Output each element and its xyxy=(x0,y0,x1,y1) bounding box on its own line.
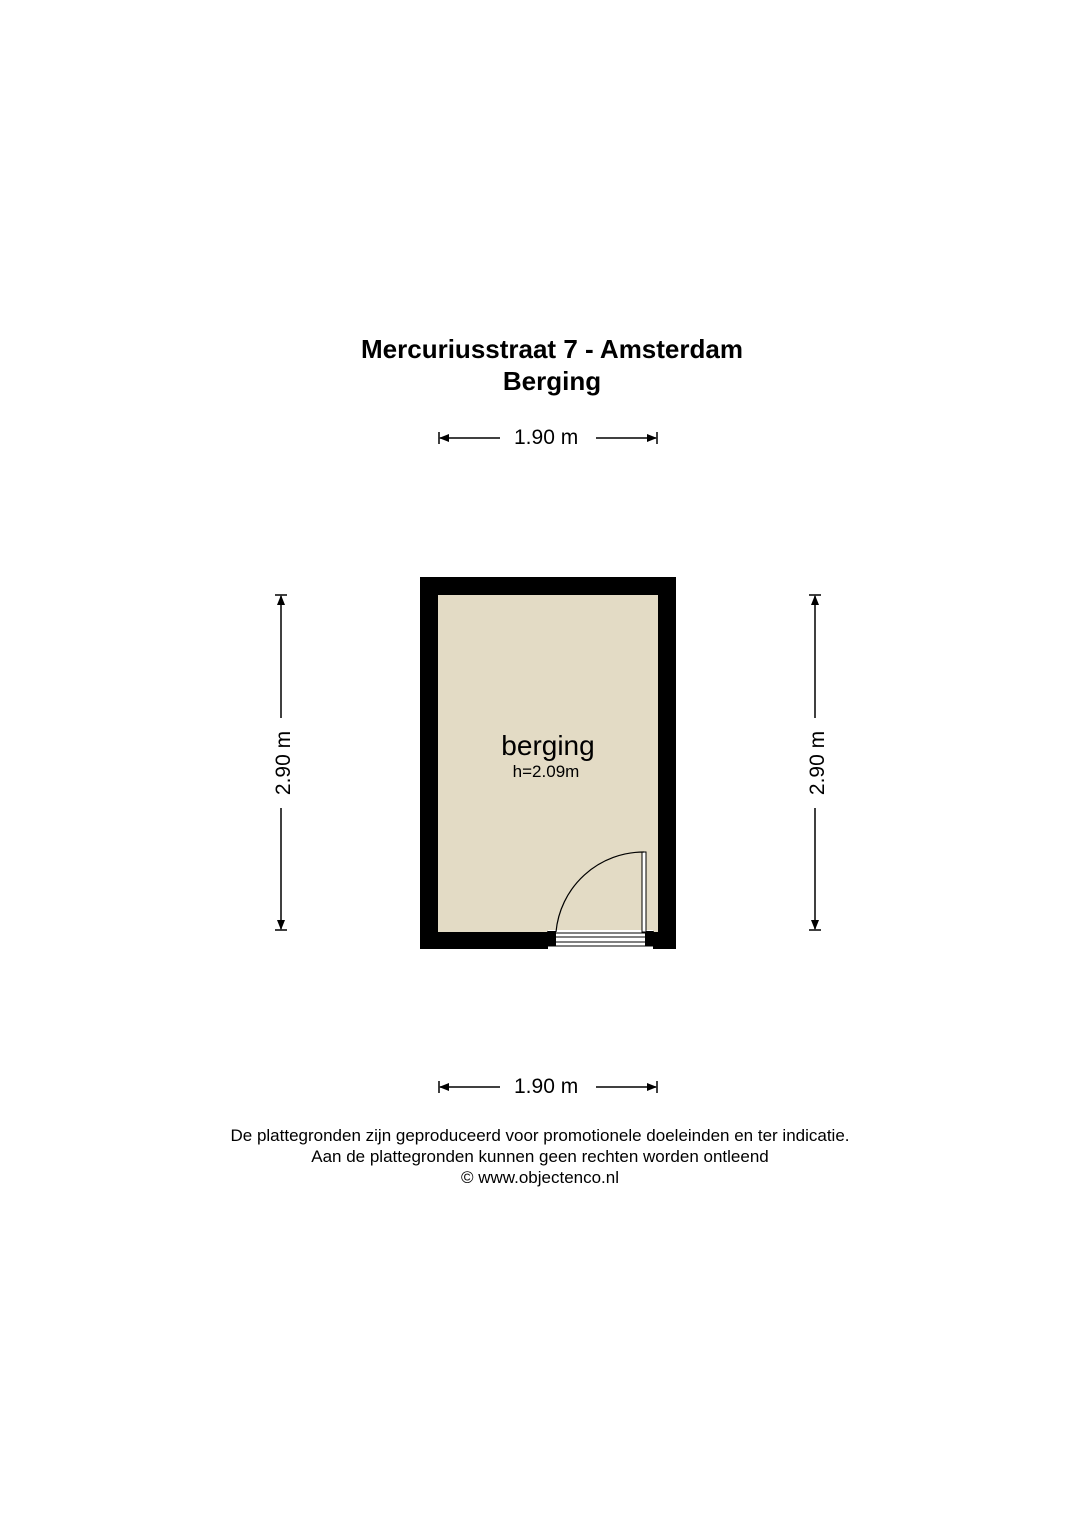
floor-name: Berging xyxy=(502,366,602,396)
disclaimer-line-1: De plattegronden zijn geproduceerd voor promotionele doeleinden en ter indicatie. xyxy=(230,1126,850,1145)
right-height-label: 2.90 m xyxy=(806,725,830,801)
plan-title: Mercuriusstraat 7 - Amsterdam xyxy=(361,334,743,364)
left-height-label: 2.90 m xyxy=(272,725,296,801)
copyright-line: © www.objectenco.nl xyxy=(460,1168,620,1187)
room-height: h=2.09m xyxy=(512,762,580,781)
top-width-label: 1.90 m xyxy=(508,426,584,450)
bottom-width-label: 1.90 m xyxy=(508,1075,584,1099)
disclaimer-line-2: Aan de plattegronden kunnen geen rechten worden ontleend xyxy=(311,1147,769,1166)
room-name: berging xyxy=(501,730,595,761)
